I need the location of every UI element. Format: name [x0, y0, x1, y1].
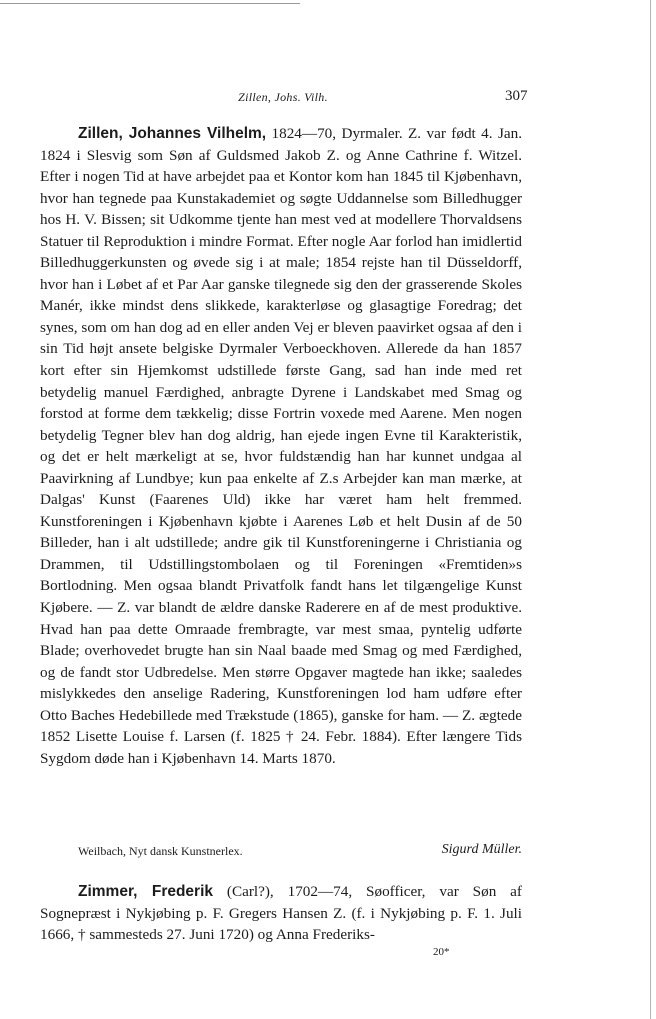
entry-zimmer [40, 881, 522, 946]
entry-paragraph [40, 123, 522, 769]
running-head: Zillen, Johs. Vilh. [238, 90, 328, 104]
page-edge-top [0, 3, 300, 4]
entry-heading: Zillen, Johannes Vilhelm, [78, 125, 267, 142]
page-edge-right [650, 0, 651, 1019]
entry-heading: Zimmer, Frederik [78, 883, 214, 900]
entry-body: (Carl?), 1702—74, Søofficer, var Søn af Sognepræst i Nykjøbing p. F. Gregers Hansen Z. (f. i Nykjøbing p. F. 1. Juli 1666, † sammesteds 27. Juni 1720) og Anna Frederiks- [40, 883, 522, 944]
source-reference: Weilbach, Nyt dansk Kunstnerlex. [78, 844, 243, 858]
page-number: 307 [505, 88, 528, 104]
printer-signature-mark: 20* [433, 946, 450, 958]
author-signature: Sigurd Müller. [441, 842, 522, 857]
entry-zillen [40, 123, 522, 769]
entry-body: 1824—70, Dyrmaler. Z. var født 4. Jan. 1824 i Slesvig som Søn af Guldsmed Jakob Z. og Anne Cathrine f. Witzel. Efter i nogen Tid at have arbejdet paa et Kontor kom han 1845 til Kjøbenhavn, hvor han tegnede paa Kunstakademiet og søgte Uddannelse som Billedhugger hos H. V. Bissen; sit Udkomme tjente han mest ved at modellere Thorvaldsens Statuer til Reproduktion i mindre Format. Efter nogle Aar forlod han imidlertid Billedhuggerkunsten og øvede sig i at male; 1854 rejste han til Düsseldorff, hvor han i Løbet af et Par Aar ganske tilegnede sig den der grasserende Skoles Manér, ikke mindst dens slikkede, karakterløse og glasagtige Foredrag; det synes, som om han dog ad en eller anden Vej er bleven paavirket ogsaa af den i sin Tid højt ansete belgiske Dyrmaler Verboeckhoven. Allerede da han 1857 kort efter sin Hjemkomst udstillede første Gang, sad han inde med ret betydelig manuel Færdighed, anbragte Dyrene i Landskabet med Smag og forstod at forme dem tækkelig; disse Fortrin voxede med Aarene. Men nogen betydelig Tegner blev han dog aldrig, han ejede ingen Evne til Karakteristik, og det er helt mærkeligt at se, hvor fuldstændig han har kunnet undgaa al Paavirkning af Lundbye; kun paa enkelte af Z.s Arbejder kan man mærke, at Dalgas' Kunst (Faarenes Uld) ikke har været ham helt fremmed. Kunstforeningen i Kjøbenhavn kjøbte i Aarenes Løb et helt Dusin af de 50 Billeder, han i alt udstillede; andre gik til Kunstforeningerne i Christiania og Drammen, til Udstillingstombolaen og til Foreningen «Fremtiden»s Bortlodning. Men ogsaa blandt Privatfolk fandt hans let tilgængelige Kunst Kjøbere. — Z. var blandt de ældre danske Raderere en af de mest produktive. Hvad han paa dette Omraade frembragte, var mest smaa, pyntelig udførte Blade; overhovedet brugte han sin Naal baade med Smag og med Færdighed, og de fandt stor Udbredelse. Men større Opgaver magtede han ikke; saaledes mislykkedes den anselige Radering, Kunstforeningen lod ham udføre efter Otto Baches Hedebillede med Trækstude (1865), ganske for ham. — Z. ægtede 1852 Lisette Louise f. Larsen (f. 1825 † 24. Febr. 1884). Efter længere Tids Sygdom døde han i Kjøbenhavn 14. Marts 1870. [40, 125, 523, 767]
entry-paragraph [40, 881, 522, 946]
